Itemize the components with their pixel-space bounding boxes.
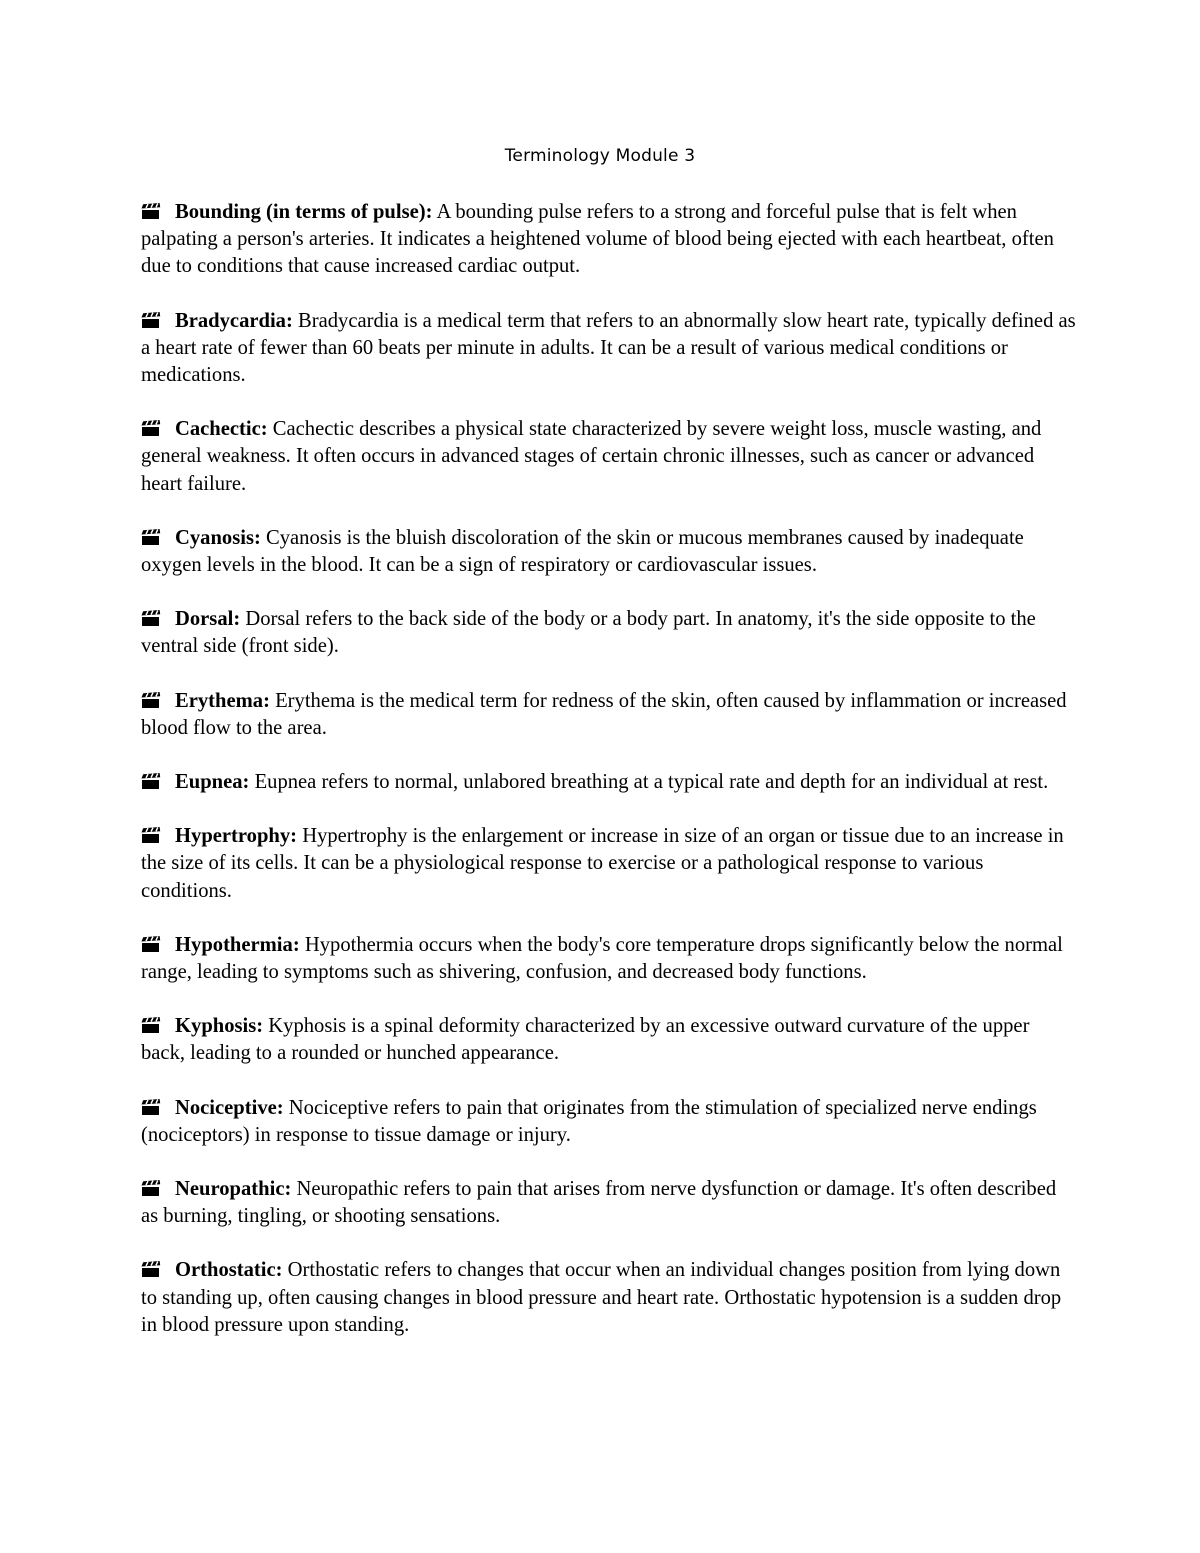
- term-name: Cachectic:: [175, 418, 268, 441]
- term-entry: [141, 932, 1076, 986]
- clapperboard-icon: [141, 1017, 161, 1033]
- term-definition: Nociceptive refers to pain that originates from the stimulation of specialized nerve endings (nociceptors) in response to tissue damage or injury.: [141, 1096, 1037, 1146]
- term-entry: [141, 1013, 1076, 1067]
- term-definition: Dorsal refers to the back side of the body or a body part. In anatomy, it's the side opposite to the ventral side (front side).: [141, 608, 1036, 658]
- term-name: Cyanosis:: [175, 526, 261, 549]
- clapperboard-icon: [141, 936, 161, 952]
- term-name: Orthostatic:: [175, 1259, 283, 1282]
- term-entry: [141, 525, 1076, 579]
- term-definition: Cachectic describes a physical state characterized by severe weight loss, muscle wasting, and general weakness. It often occurs in advanced stages of certain chronic illnesses, such as cancer or advanced heart failure.: [141, 418, 1042, 495]
- term-entry: [141, 1257, 1076, 1339]
- term-entry: [141, 688, 1076, 742]
- clapperboard-icon: [141, 773, 161, 789]
- clapperboard-icon: [141, 420, 161, 436]
- term-definition: A bounding pulse refers to a strong and forceful pulse that is felt when palpating a person's arteries. It indicates a heightened volume of blood being ejected with each heartbeat, often due to conditions that cause increased cardiac output.: [141, 201, 1054, 278]
- clapperboard-icon: [141, 203, 161, 219]
- term-entry: [141, 416, 1076, 498]
- term-entry: [141, 199, 1076, 281]
- term-name: Neuropathic:: [175, 1178, 292, 1201]
- clapperboard-icon: [141, 1180, 161, 1196]
- term-definition: Neuropathic refers to pain that arises from nerve dysfunction or damage. It's often described as burning, tingling, or shooting sensations.: [141, 1178, 1057, 1228]
- term-name: Kyphosis:: [175, 1015, 264, 1038]
- term-name: Hypertrophy:: [175, 825, 298, 848]
- term-definition: Bradycardia is a medical term that refers to an abnormally slow heart rate, typically defined as a heart rate of fewer than 60 beats per minute in adults. It can be a result of various medical conditions or medications.: [141, 309, 1076, 387]
- term-name: Bradycardia:: [175, 309, 293, 332]
- term-entry: [141, 823, 1076, 905]
- terminology-list: [141, 199, 1076, 1366]
- term-entry: [141, 1095, 1076, 1149]
- term-name: Nociceptive:: [175, 1096, 284, 1119]
- term-definition: Erythema is the medical term for redness of the skin, often caused by inflammation or increased blood flow to the area.: [141, 689, 1067, 739]
- term-entry: [141, 606, 1076, 660]
- clapperboard-icon: [141, 692, 161, 708]
- term-name: Erythema:: [175, 689, 270, 712]
- clapperboard-icon: [141, 1261, 161, 1277]
- term-definition: Orthostatic refers to changes that occur when an individual changes position from lying down to standing up, often causing changes in blood pressure and heart rate. Orthostatic hypotension is a sudden drop in blood pressure upon standing.: [141, 1259, 1062, 1336]
- term-name: Bounding (in terms of pulse):: [175, 201, 433, 223]
- term-definition: Hypothermia occurs when the body's core temperature drops significantly below the normal range, leading to symptoms such as shivering, confusion, and decreased body functions.: [141, 933, 1063, 984]
- term-name: Eupnea:: [175, 771, 250, 794]
- clapperboard-icon: [141, 610, 161, 626]
- term-definition: Kyphosis is a spinal deformity characterized by an excessive outward curvature of the upper back, leading to a rounded or hunched appearance.: [141, 1015, 1030, 1065]
- clapperboard-icon: [141, 827, 161, 843]
- term-entry: [141, 1176, 1076, 1230]
- term-name: Dorsal:: [175, 608, 241, 631]
- clapperboard-icon: [141, 1099, 161, 1115]
- page-title: Terminology Module 3: [504, 146, 696, 166]
- term-definition: Cyanosis is the bluish discoloration of the skin or mucous membranes caused by inadequate oxygen levels in the blood. It can be a sign of respiratory or cardiovascular issues.: [141, 526, 1024, 577]
- term-entry: [141, 769, 1076, 796]
- term-definition: Hypertrophy is the enlargement or increase in size of an organ or tissue due to an increase in the size of its cells. It can be a physiological response to exercise or a pathological response to various conditions.: [141, 825, 1064, 902]
- term-definition: Eupnea refers to normal, unlabored breathing at a typical rate and depth for an individual at rest.: [254, 771, 1049, 794]
- term-entry: [141, 308, 1076, 390]
- clapperboard-icon: [141, 312, 161, 328]
- clapperboard-icon: [141, 529, 161, 545]
- term-name: Hypothermia:: [175, 933, 300, 956]
